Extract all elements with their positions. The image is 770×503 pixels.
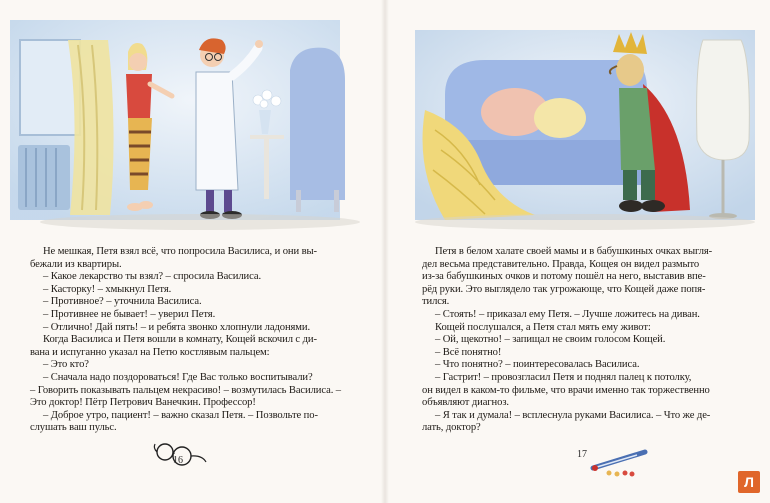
paragraph-line: – Противное? – уточнила Василиса. — [43, 296, 202, 308]
paragraph-line: – Доброе утро, пациент! – важно сказал Петя. – Позвольте по- — [43, 409, 318, 421]
page-number: 17 — [577, 449, 587, 460]
paragraph-line: – Отлично! Дай пять! – и ребята звонко хлопнули ладонями. — [43, 321, 311, 333]
paragraph-line: рёд руки. Это выглядело так угрожающе, что Кощей даже попя- — [422, 283, 706, 295]
paragraph-line: Кощей послушался, а Петя стал мять ему живот: — [435, 321, 651, 333]
paragraph-line: – Я так и думала! – всплеснула руками Василиса. – Что же де- — [435, 409, 711, 421]
left-page-text — [30, 246, 358, 435]
paragraph-line: Петя в белом халате своей мамы и в бабушкиных очках выгля- — [435, 246, 713, 257]
paragraph-line: – Стоять! – приказал ему Петя. – Лучше ложитесь на диван. — [435, 308, 700, 320]
right-page — [385, 0, 770, 503]
paragraph-line: Не мешкая, Петя взял всё, что попросила Василиса, и они вы- — [43, 246, 317, 257]
paragraph-line: Это доктор! Пётр Петрович Ванечкин. Профессор! — [30, 397, 256, 409]
paragraph-line: – Это кто? — [43, 359, 89, 371]
illustration-koschei-on-sofa — [385, 0, 770, 235]
paragraph-line: слушать ваш пульс. — [30, 422, 117, 434]
publisher-logo: Л — [738, 471, 760, 493]
thermometer-icon — [587, 446, 657, 478]
right-page-text — [422, 246, 752, 435]
paragraph-line: – Ой, щекотно! – запищал не своим голосом Кощей. — [435, 334, 666, 346]
paragraph-line: он видел в каком-то фильме, что врачи именно так торжественно — [422, 384, 710, 396]
paragraph-line: – Какое лекарство ты взял? – спросила Василиса. — [43, 271, 261, 283]
paragraph-line: объявляют диагноз. — [422, 397, 509, 409]
paragraph-line: – Касторку! – хмыкнул Петя. — [43, 283, 172, 295]
paragraph-line: – Всё понятно! — [435, 346, 502, 358]
paragraph-line: – Сначала надо поздороваться! Где Вас только воспитывали? — [43, 371, 313, 383]
paragraph-line: дел весьма представительно. Правда, Кощея он видел размыто — [422, 258, 700, 270]
paragraph-line: – Противнее не бывает! – уверил Петя. — [43, 308, 216, 320]
paragraph-line: – Гастрит! – провозгласил Петя и поднял палец к потолку, — [435, 371, 692, 383]
paragraph-line: – Что понятно? – поинтересовалась Василиса. — [435, 359, 640, 371]
paragraph-line: лать, доктор? — [422, 422, 481, 434]
paragraph-line: тился. — [422, 296, 450, 308]
illustration-doctor-and-girl — [0, 0, 385, 235]
paragraph-line: Когда Василиса и Петя вошли в комнату, Кощей вскочил с ди- — [43, 334, 317, 346]
paragraph-line: из-за бабушкиных очков и потому пошёл на него, выставив впе- — [422, 271, 706, 283]
paragraph-line: вана и испуганно указал на Петю костлявым пальцем: — [30, 346, 270, 358]
paragraph-line: бежали из квартиры. — [30, 258, 122, 270]
paragraph-line: – Говорить показывать пальцем некрасиво! – возмутилась Василиса. – — [30, 384, 341, 396]
page-number: 16 — [173, 455, 183, 466]
